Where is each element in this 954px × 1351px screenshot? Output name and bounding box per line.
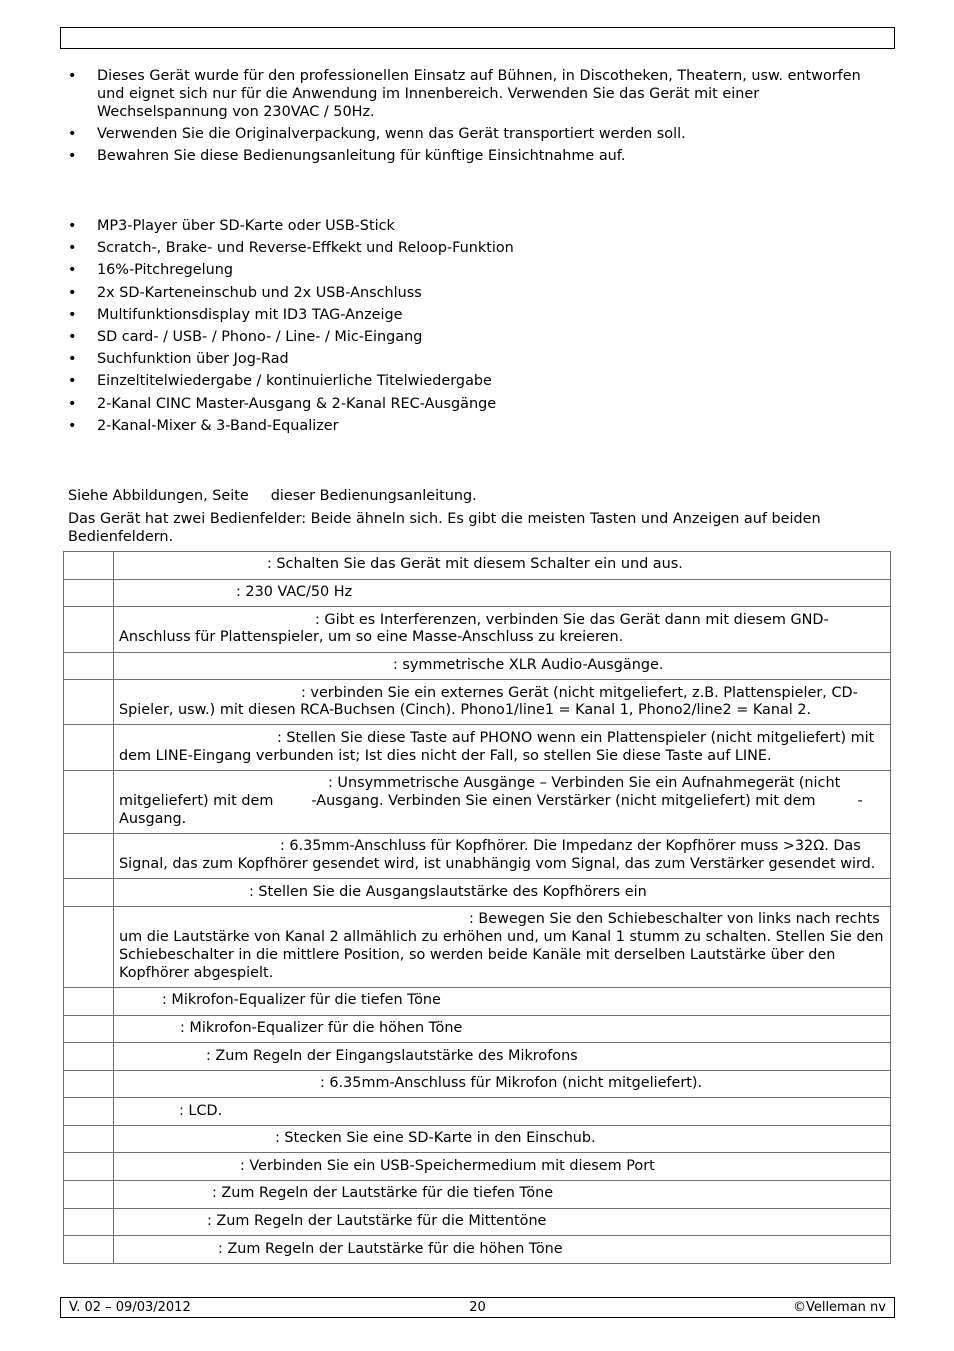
- control-row: [64, 879, 891, 907]
- control-row: [64, 770, 891, 833]
- safety-note-item: • Dieses Gerät wurde für den professionellen Einsatz auf Bühnen, in Discotheken, Theatern, usw. entworfen und eignet sich nur für die Anwendung im Innenbereich. Verwenden Sie das Gerät mit einer Wechselspannung von 230VAC / 50Hz.: [68, 68, 890, 121]
- control-number-cell: [64, 987, 114, 1015]
- control-number-cell: [64, 1181, 114, 1209]
- safety-note-item: • Verwenden Sie die Originalverpackung, wenn das Gerät transportiert werden soll.: [68, 126, 890, 144]
- figure-reference-prefix: Siehe Abbildungen, Seite: [68, 488, 249, 504]
- control-description-part: -Ausgang.: [119, 793, 863, 827]
- controls-table: [63, 551, 891, 1264]
- blank-gap: [273, 804, 311, 805]
- control-description: : Zum Regeln der Lautstärke für die Mittentöne: [114, 1208, 891, 1236]
- control-description: [114, 770, 891, 833]
- control-description: : Verbinden Sie ein USB-Speichermedium mit diesem Port: [114, 1153, 891, 1181]
- control-number-cell: [64, 579, 114, 607]
- control-number-cell: [64, 1070, 114, 1098]
- feature-item: • MP3-Player über SD-Karte oder USB-Stick: [68, 218, 890, 236]
- features-list: [68, 218, 890, 440]
- panels-note: Das Gerät hat zwei Bedienfelder: Beide ähneln sich. Es gibt die meisten Tasten und Anzeigen auf beiden Bedienfeldern.: [68, 511, 821, 545]
- control-description: : 6.35mm-Anschluss für Mikrofon (nicht mitgeliefert).: [114, 1070, 891, 1098]
- feature-item: • Multifunktionsdisplay mit ID3 TAG-Anzeige: [68, 307, 890, 325]
- blank-gap: [249, 499, 271, 500]
- figure-reference-text: [68, 488, 890, 506]
- control-description: : Mikrofon-Equalizer für die tiefen Töne: [114, 987, 891, 1015]
- control-description: : Mikrofon-Equalizer für die höhen Töne: [114, 1015, 891, 1043]
- control-number-cell: [64, 906, 114, 987]
- control-number-cell: [64, 1125, 114, 1153]
- control-number-cell: [64, 1015, 114, 1043]
- control-number-cell: [64, 607, 114, 652]
- feature-item: • 16%-Pitchregelung: [68, 262, 890, 280]
- control-number-cell: [64, 652, 114, 680]
- copyright: ©Velleman nv: [792, 1300, 886, 1315]
- control-row: [64, 1236, 891, 1264]
- control-number-cell: [64, 1208, 114, 1236]
- control-row: [64, 1153, 891, 1181]
- safety-note-item: • Bewahren Sie diese Bedienungsanleitung für künftige Einsichtnahme auf.: [68, 148, 890, 166]
- feature-item: • Suchfunktion über Jog-Rad: [68, 351, 890, 369]
- feature-item: • Einzeltitelwiedergabe / kontinuierliche Titelwiedergabe: [68, 373, 890, 391]
- control-number-cell: [64, 834, 114, 879]
- control-number-cell: [64, 725, 114, 770]
- feature-item: • 2x SD-Karteneinschub und 2x USB-Anschluss: [68, 285, 890, 303]
- control-row: [64, 579, 891, 607]
- control-row: [64, 725, 891, 770]
- control-number-cell: [64, 552, 114, 580]
- control-description-part: -Ausgang. Verbinden Sie einen Verstärker (nicht mitgeliefert) mit dem: [311, 793, 816, 810]
- blank-gap: [816, 804, 858, 805]
- control-description: : LCD.: [114, 1098, 891, 1126]
- control-row: [64, 1181, 891, 1209]
- control-description: : Stecken Sie eine SD-Karte in den Einschub.: [114, 1125, 891, 1153]
- page-number: 20: [469, 1300, 486, 1315]
- safety-notes-list: [68, 68, 890, 170]
- control-description: : 6.35mm-Anschluss für Kopfhörer. Die Impedanz der Kopfhörer muss >32Ω. Das Signal, das zum Kopfhörer gesendet wird, ist unabhängig vom Signal, das zum Verstärker gesendet wird.: [114, 834, 891, 879]
- control-row: [64, 652, 891, 680]
- control-row: [64, 1015, 891, 1043]
- control-description: : verbinden Sie ein externes Gerät (nicht mitgeliefert, z.B. Plattenspieler, CD-Spieler, usw.) mit diesen RCA-Buchsen (Cinch). Phono1/line1 = Kanal 1, Phono2/line2 = Kanal 2.: [114, 680, 891, 725]
- control-number-cell: [64, 770, 114, 833]
- feature-item: • 2-Kanal-Mixer & 3-Band-Equalizer: [68, 418, 890, 436]
- control-description: : Stellen Sie die Ausgangslautstärke des Kopfhörers ein: [114, 879, 891, 907]
- control-row: [64, 1098, 891, 1126]
- control-number-cell: [64, 879, 114, 907]
- control-description: : Bewegen Sie den Schiebeschalter von links nach rechts um die Lautstärke von Kanal 2 allmählich zu erhöhen und, um Kanal 1 stumm zu schalten. Stellen Sie den Schiebeschalter in die mittlere Position, so werden beide Kanäle mit derselben Lautstärke über den Kopfhörer abgespielt.: [114, 906, 891, 987]
- control-row: [64, 987, 891, 1015]
- control-row: [64, 552, 891, 580]
- control-description: : 230 VAC/50 Hz: [114, 579, 891, 607]
- page-header-box: [60, 27, 895, 49]
- control-description: : Stellen Sie diese Taste auf PHONO wenn ein Plattenspieler (nicht mitgeliefert) mit dem LINE-Eingang verbunden ist; Ist dies nicht der Fall, so stellen Sie diese Taste auf LINE.: [114, 725, 891, 770]
- control-number-cell: [64, 1043, 114, 1071]
- figure-reference-suffix: dieser Bedienungsanleitung.: [270, 488, 477, 504]
- control-description: : Zum Regeln der Lautstärke für die tiefen Töne: [114, 1181, 891, 1209]
- control-row: [64, 680, 891, 725]
- control-row: [64, 1125, 891, 1153]
- control-number-cell: [64, 1098, 114, 1126]
- feature-item: • 2-Kanal CINC Master-Ausgang & 2-Kanal REC-Ausgänge: [68, 396, 890, 414]
- control-row: [64, 906, 891, 987]
- control-description: : Zum Regeln der Eingangslautstärke des Mikrofons: [114, 1043, 891, 1071]
- control-description: : Schalten Sie das Gerät mit diesem Schalter ein und aus.: [114, 552, 891, 580]
- control-number-cell: [64, 1236, 114, 1264]
- control-number-cell: [64, 680, 114, 725]
- feature-item: • SD card- / USB- / Phono- / Line- / Mic-Eingang: [68, 329, 890, 347]
- control-description-part: : Unsymmetrische Ausgänge – Verbinden Sie ein Aufnahmegerät (nicht mitgeliefert) mit dem: [119, 775, 841, 810]
- version-date: V. 02 – 09/03/2012: [69, 1300, 191, 1315]
- page-footer: [60, 1297, 895, 1318]
- control-row: [64, 1043, 891, 1071]
- control-row: [64, 834, 891, 879]
- control-description: : Zum Regeln der Lautstärke für die höhen Töne: [114, 1236, 891, 1264]
- control-row: [64, 1070, 891, 1098]
- control-description: : symmetrische XLR Audio-Ausgänge.: [114, 652, 891, 680]
- control-description: : Gibt es Interferenzen, verbinden Sie das Gerät dann mit diesem GND-Anschluss für Plattenspieler, um so eine Masse-Anschluss zu kreieren.: [114, 607, 891, 652]
- control-row: [64, 607, 891, 652]
- feature-item: • Scratch-, Brake- und Reverse-Effkekt und Reloop-Funktion: [68, 240, 890, 258]
- control-row: [64, 1208, 891, 1236]
- control-number-cell: [64, 1153, 114, 1181]
